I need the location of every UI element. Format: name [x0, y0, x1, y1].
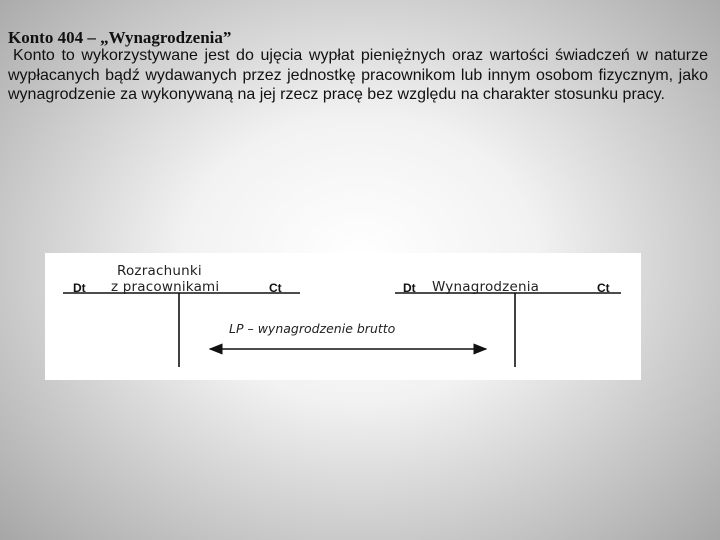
t-account-diagram [45, 253, 641, 380]
left-account-name-line2: z pracownikami [111, 279, 220, 295]
left-account-name-line1: Rozrachunki [117, 263, 202, 279]
posting-flow-label: LP – wynagrodzenie brutto [229, 321, 396, 336]
right-account-name: Wynagrodzenia [432, 279, 540, 295]
left-account-debit-label: Dt [73, 281, 86, 295]
left-account-credit-label: Ct [269, 281, 282, 295]
right-account-credit-label: Ct [597, 281, 610, 295]
right-account-debit-label: Dt [403, 281, 416, 295]
slide-title: Konto 404 – „Wynagrodzenia” [8, 28, 232, 47]
slide-body-text: Konto to wykorzystywane jest do ujęcia wypłat pieniężnych oraz wartości świadczeń w naturze wypłacanych bądź wydawanych przez jednostkę pracownikom lub innym osobom fizycznym, jako wynagrodzenie za wykonywaną na jej rzecz pracę bez względu na charakter stosunku pracy. [8, 47, 708, 103]
